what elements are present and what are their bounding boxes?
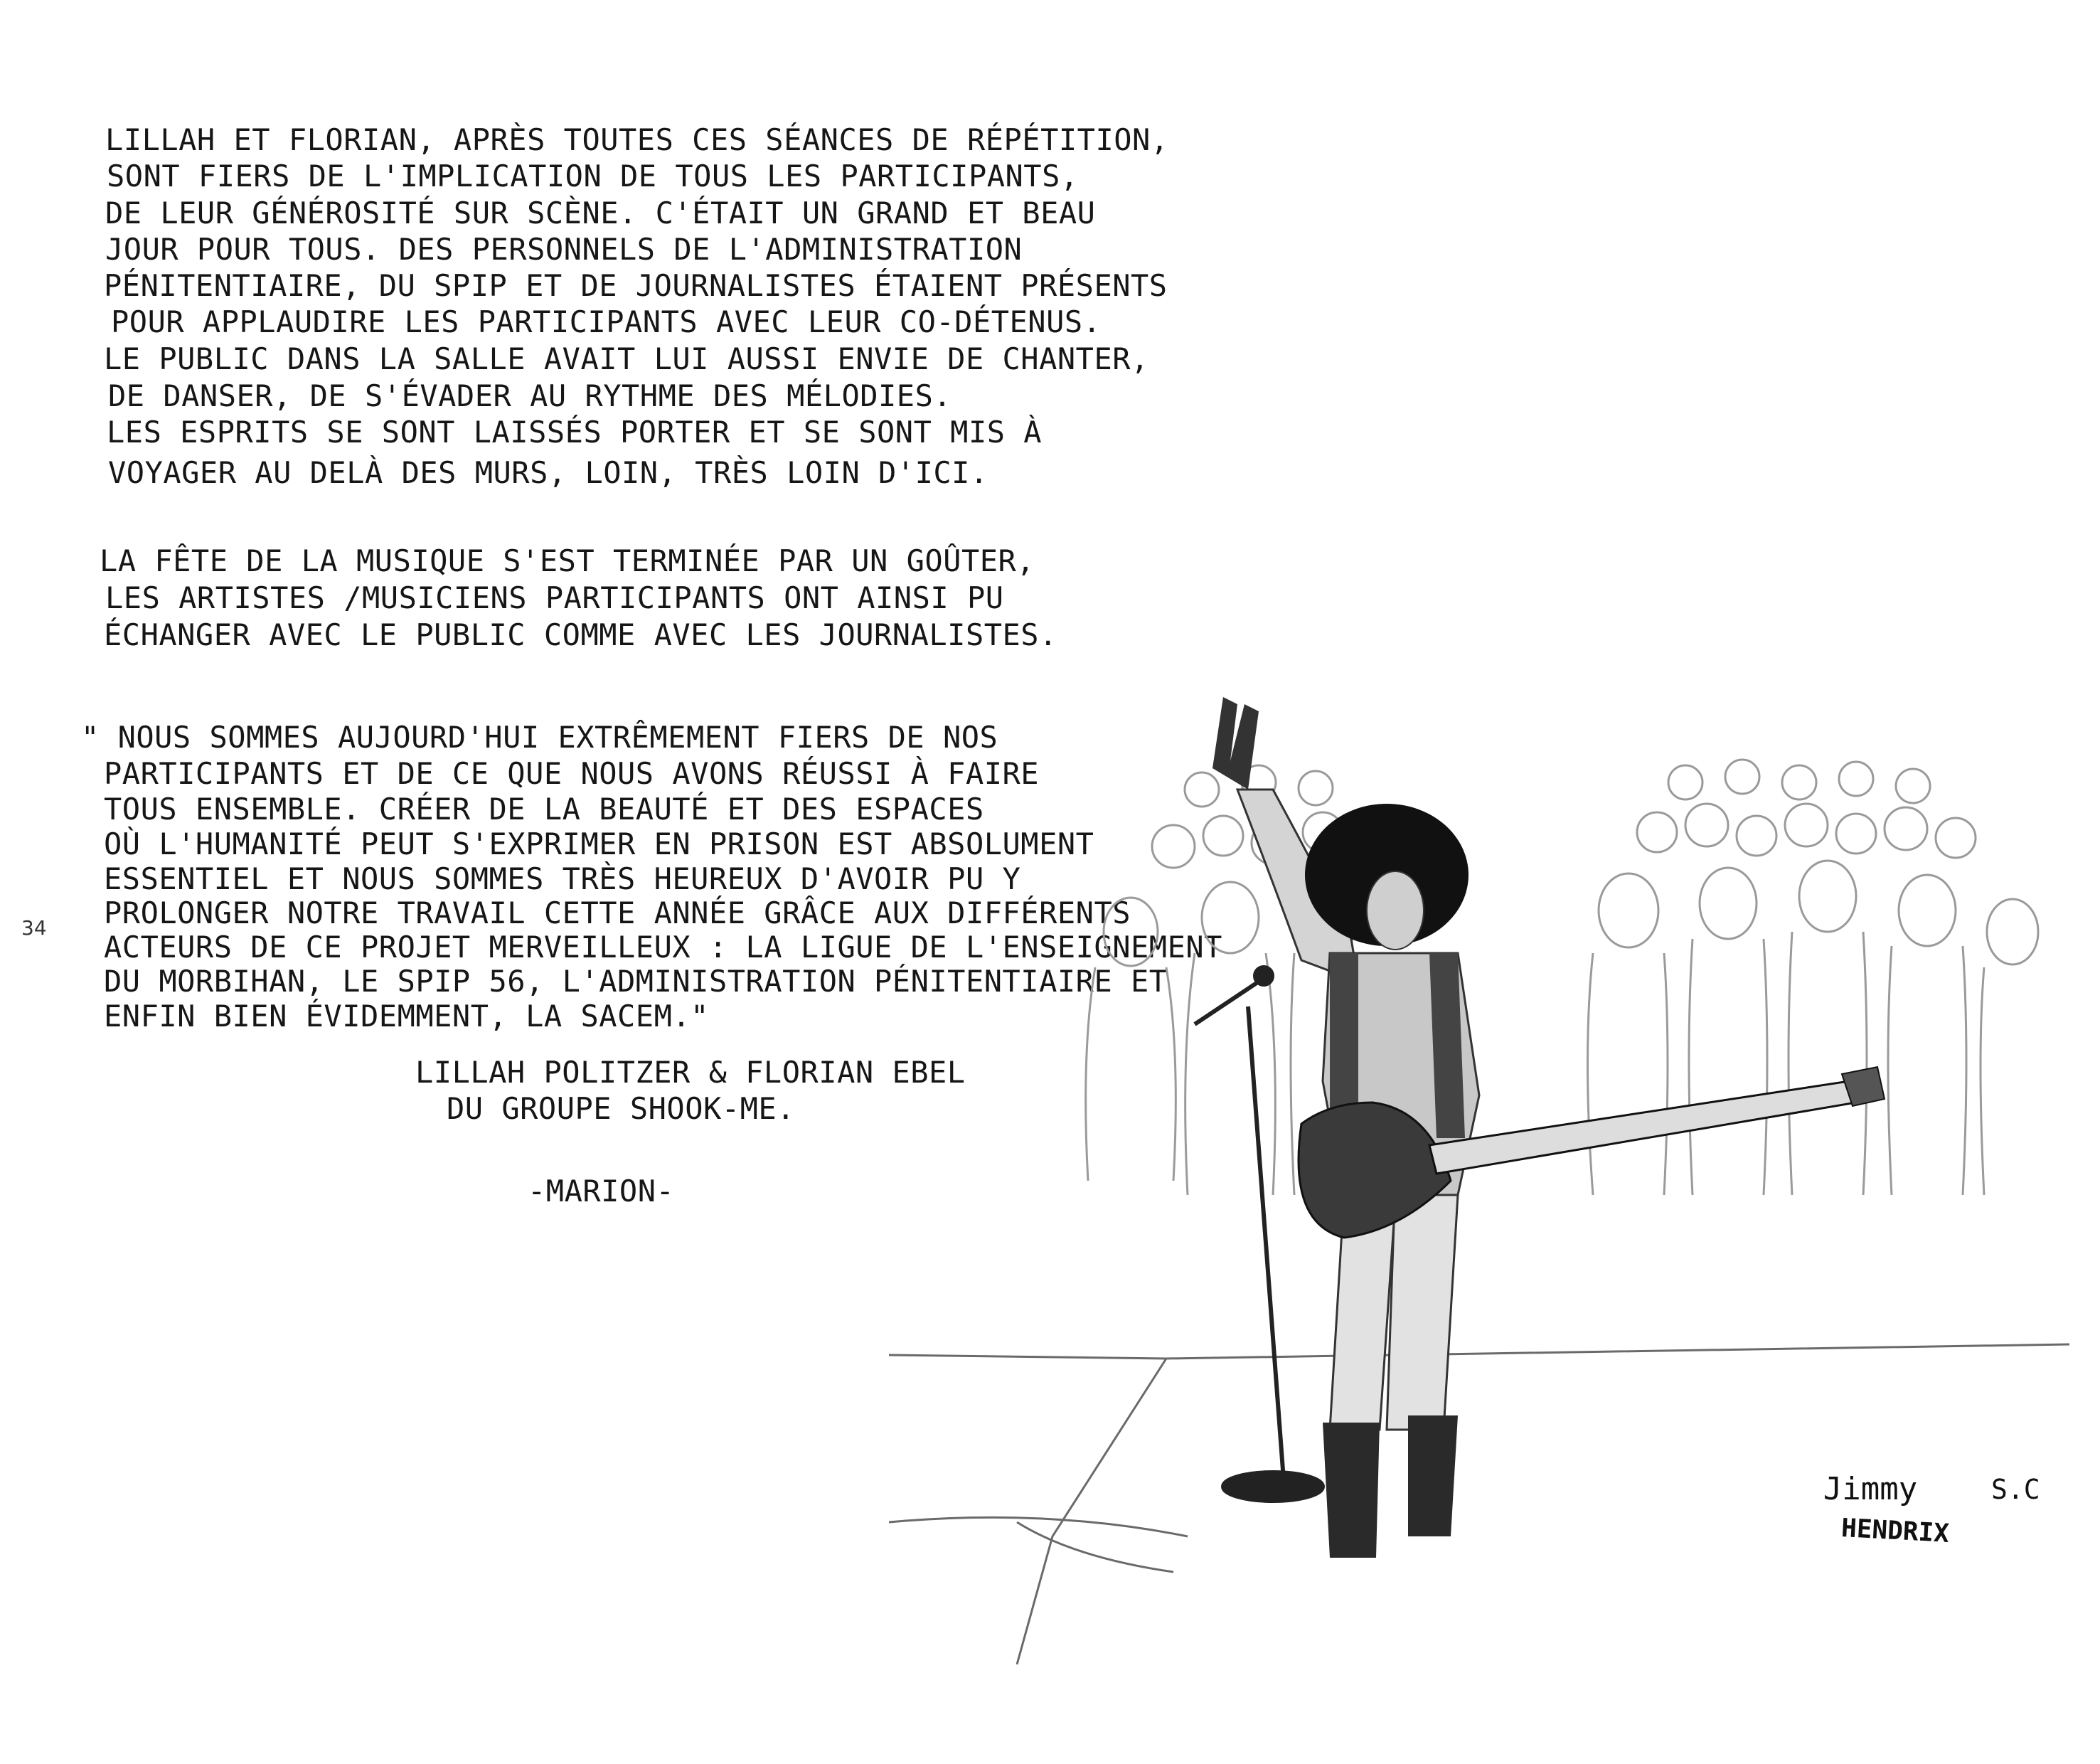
text-line: LA FÊTE DE LA MUSIQUE S'EST TERMINÉE PAR UN GOÛTER, (100, 543, 1035, 578)
quote-line: OÙ L'HUMANITÉ PEUT S'EXPRIMER EN PRISON EST ABSOLUMENT (104, 827, 1094, 861)
text-line: DE LEUR GÉNÉROSITÉ SUR SCÈNE. C'ÉTAIT UN GRAND ET BEAU (105, 196, 1096, 230)
signature-line: DU GROUPE SHOOK-ME. (447, 1091, 795, 1126)
text-line: LILLAH ET FLORIAN, APRÈS TOUTES CES SÉANCES DE RÉPÉTITION, (105, 122, 1169, 157)
quote-line: ACTEURS DE CE PROJET MERVEILLEUX : LA LIGUE DE L'ENSEIGNEMENT (104, 930, 1222, 965)
quote-line: ENFIN BIEN ÉVIDEMMENT, LA SACEM." (104, 999, 709, 1034)
text-line: LES ARTISTES /MUSICIENS PARTICIPANTS ONT AINSI PU (105, 580, 1004, 615)
illustration-caption-name: Jimmy (1823, 1471, 1918, 1507)
text-line: ÉCHANGER AVEC LE PUBLIC COMME AVEC LES JOURNALISTES. (104, 617, 1057, 652)
signature-line: LILLAH POLITZER & FLORIAN EBEL (415, 1055, 966, 1090)
author-signature: -MARION- (528, 1174, 675, 1208)
quote-line: PARTICIPANTS ET DE CE QUE NOUS AVONS RÉUSSI À FAIRE (104, 756, 1040, 791)
text-line: VOYAGER AU DELÀ DES MURS, LOIN, TRÈS LOIN D'ICI. (108, 455, 988, 490)
quote-line: ESSENTIEL ET NOUS SOMMES TRÈS HEUREUX D'AVOIR PU Y (104, 861, 1021, 896)
illustration-caption-surname: HENDRIX (1840, 1514, 1950, 1548)
page-number: 34 (21, 916, 47, 940)
quote-line: TOUS ENSEMBLE. CRÉER DE LA BEAUTÉ ET DES ESPACES (104, 792, 984, 827)
text-line: POUR APPLAUDIRE LES PARTICIPANTS AVEC LEUR CO-DÉTENUS. (111, 304, 1102, 339)
quote-line: " NOUS SOMMES AUJOURD'HUI EXTRÊMEMENT FIERS DE NOS (81, 720, 998, 755)
text-line: LE PUBLIC DANS LA SALLE AVAIT LUI AUSSI ENVIE DE CHANTER, (104, 341, 1149, 376)
text-line: LES ESPRITS SE SONT LAISSÉS PORTER ET SE SONT MIS À (107, 415, 1043, 450)
text-line: JOUR POUR TOUS. DES PERSONNELS DE L'ADMINISTRATION (105, 232, 1023, 267)
text-line: SONT FIERS DE L'IMPLICATION DE TOUS LES PARTICIPANTS, (107, 159, 1079, 193)
illustration-initials: S.C (1991, 1474, 2040, 1505)
quote-line: PROLONGER NOTRE TRAVAIL CETTE ANNÉE GRÂCE AUX DIFFÉRENTS (104, 896, 1131, 930)
text-line: DE DANSER, DE S'ÉVADER AU RYTHME DES MÉLODIES. (108, 378, 952, 413)
text-line: PÉNITENTIAIRE, DU SPIP ET DE JOURNALISTES ÉTAIENT PRÉSENTS (104, 268, 1168, 303)
microphone-stand (1195, 967, 1323, 1501)
quote-line: DU MORBIHAN, LE SPIP 56, L'ADMINISTRATION PÉNITENTIAIRE ET (104, 964, 1168, 999)
